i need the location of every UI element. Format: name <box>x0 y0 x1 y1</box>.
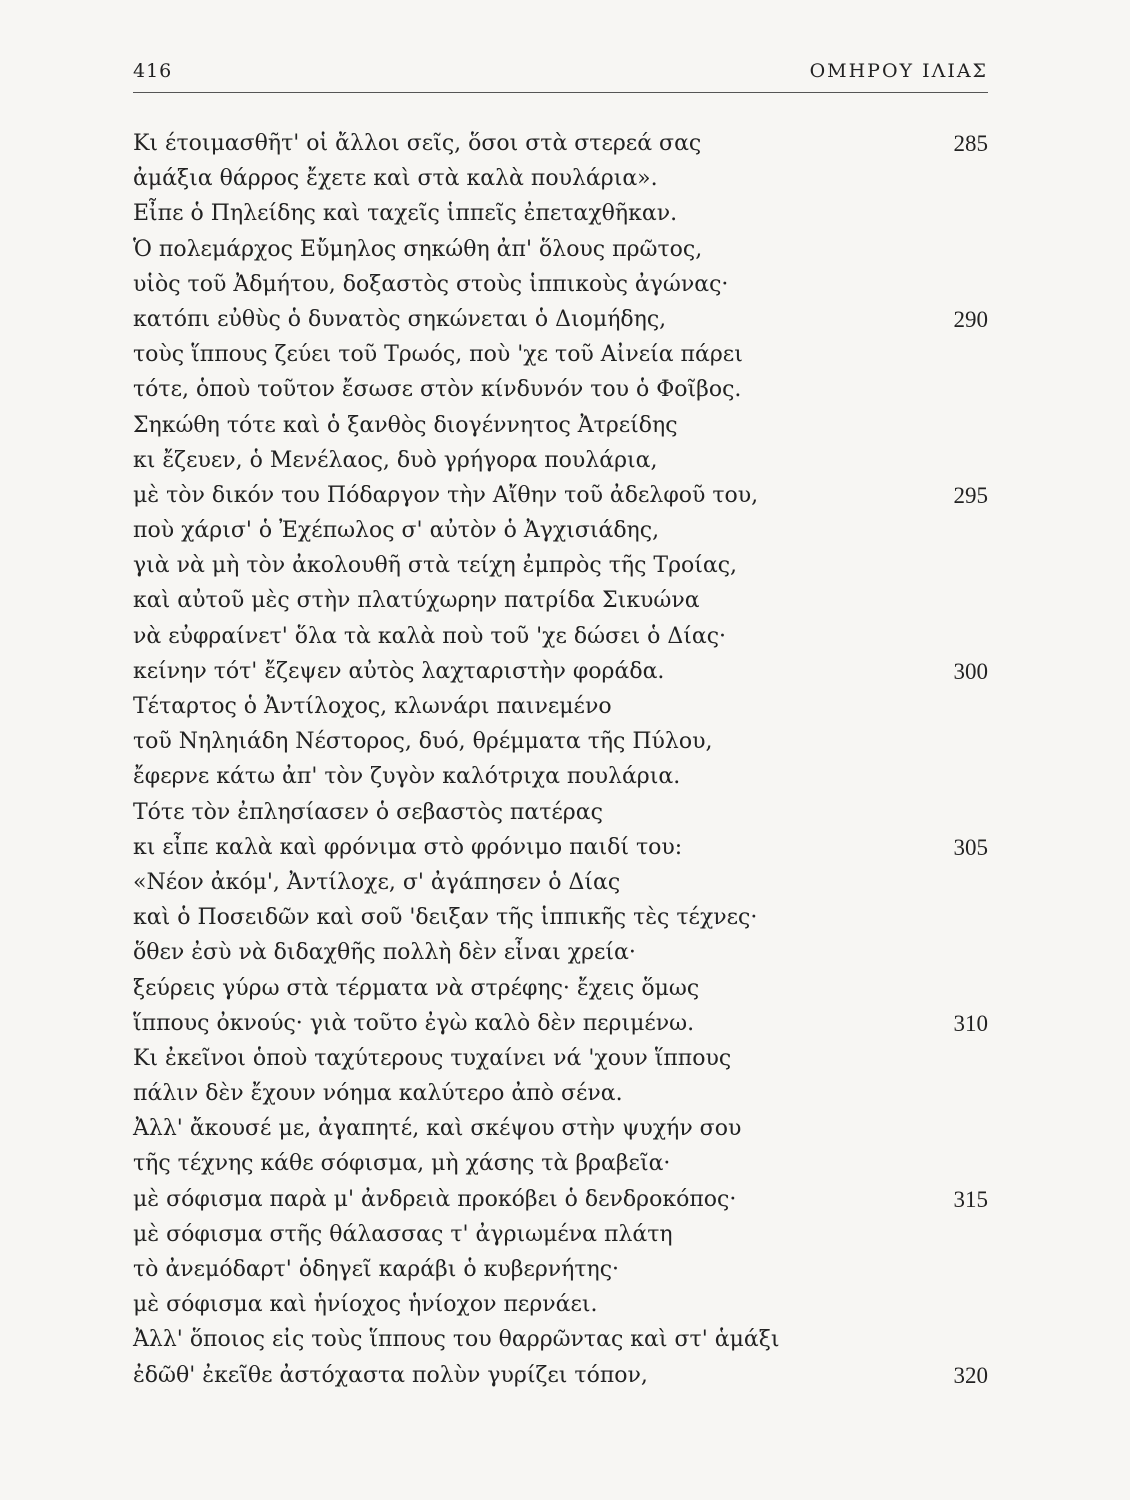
verse-text: Εἶπε ὁ Πηλείδης καὶ ταχεῖς ἱππεῖς ἐπεταχθῆκαν. <box>133 201 678 227</box>
verse-line <box>133 1322 988 1357</box>
verse-text: τῆς τέχνης κάθε σόφισμα, μὴ χάσης τὰ βραβεῖα· <box>133 1151 671 1177</box>
verse-line <box>133 689 988 724</box>
page-number: 416 <box>133 60 173 82</box>
verse-text: κατόπι εὐθὺς ὁ δυνατὸς σηκώνεται ὁ Διομήδης, <box>133 306 667 332</box>
verse-line <box>133 126 988 161</box>
verse-line <box>133 759 988 794</box>
verse-line <box>133 443 988 478</box>
verse-line <box>133 1111 988 1146</box>
verse-text: Κι ἐκεῖνοι ὁποὺ ταχύτερους τυχαίνει νά 'χουν ἵππους <box>133 1045 732 1071</box>
verse-text: ἀμάξια θάρρος ἔχετε καὶ στὰ καλὰ πουλάρια». <box>133 166 658 192</box>
verse-line <box>133 1287 988 1322</box>
line-number: 305 <box>953 834 988 860</box>
line-number: 310 <box>953 1010 988 1036</box>
verse-block <box>133 126 988 1393</box>
verse-text: ἐδῶθ' ἐκεῖθε ἀστόχαστα πολὺν γυρίζει τόπον, <box>133 1362 648 1388</box>
verse-line <box>133 372 988 407</box>
verse-text: Τέταρτος ὁ Ἀντίλοχος, κλωνάρι παινεμένο <box>133 694 612 719</box>
verse-line <box>133 795 988 830</box>
verse-text: γιὰ νὰ μὴ τὸν ἀκολουθῆ στὰ τείχη ἐμπρὸς τῆς Τροίας, <box>133 553 738 579</box>
verse-line <box>133 196 988 231</box>
verse-line <box>133 1358 988 1393</box>
verse-line <box>133 548 988 583</box>
verse-line <box>133 724 988 759</box>
verse-text: καὶ ὁ Ποσειδῶν καὶ σοῦ 'δειξαν τῆς ἱππικῆς τὲς τέχνες· <box>133 905 758 931</box>
verse-text: μὲ σόφισμα καὶ ἡνίοχος ἡνίοχον περνάει. <box>133 1292 598 1318</box>
verse-line <box>133 1182 988 1217</box>
line-number: 320 <box>953 1362 988 1388</box>
verse-text: κι ἔζευεν, ὁ Μενέλαος, δυὸ γρήγορα πουλάρια, <box>133 447 658 473</box>
verse-line <box>133 513 988 548</box>
verse-text: ξεύρεις γύρω στὰ τέρματα νὰ στρέφης· ἔχεις ὅμως <box>133 975 700 1001</box>
verse-text: Κι έτοιμασθῆτ' οἱ ἄλλοι σεῖς, ὅσοι στὰ στερεά σας <box>133 131 702 156</box>
verse-line <box>133 830 988 865</box>
verse-text: ποὺ χάρισ' ὁ Ἐχέπωλος σ' αὐτὸν ὁ Ἀγχισιάδης, <box>133 518 660 544</box>
verse-text: νὰ εὐφραίνετ' ὅλα τὰ καλὰ ποὺ τοῦ 'χε δώσει ὁ Δίας· <box>133 623 727 649</box>
verse-text: Τότε τὸν ἐπλησίασεν ὁ σεβαστὸς πατέρας <box>133 799 603 825</box>
verse-text: τοὺς ἵππους ζεύει τοῦ Τρωός, ποὺ 'χε τοῦ Αἰνεία πάρει <box>133 342 743 368</box>
verse-text: ἔφερνε κάτω ἀπ' τὸν ζυγὸν καλότριχα πουλάρια. <box>133 764 681 790</box>
verse-line <box>133 619 988 654</box>
verse-line <box>133 1041 988 1076</box>
verse-line <box>133 302 988 337</box>
verse-text: μὲ σόφισμα στῆς θάλασσας τ' ἀγριωμένα πλάτη <box>133 1221 673 1247</box>
verse-line <box>133 900 988 935</box>
verse-text: Σηκώθη τότε καὶ ὁ ξανθὸς διογέννητος Ἀτρείδης <box>133 412 678 438</box>
verse-text: μὲ σόφισμα παρὰ μ' ἀνδρειὰ προκόβει ὁ δενδροκόπος· <box>133 1186 737 1212</box>
verse-text: Ὁ πολεμάρχος Εὔμηλος σηκώθη ἀπ' ὅλους πρῶτος, <box>133 236 703 262</box>
verse-text: κείνην τότ' ἔζεψεν αὐτὸς λαχταριστὴν φοράδα. <box>133 658 665 684</box>
verse-text: καὶ αὐτοῦ μὲς στὴν πλατύχωρην πατρίδα Σικυώνα <box>133 588 700 614</box>
verse-text: τὸ ἀνεμόδαρτ' ὁδηγεῖ καράβι ὁ κυβερνήτης· <box>133 1257 620 1282</box>
verse-line <box>133 232 988 267</box>
verse-line <box>133 971 988 1006</box>
verse-line <box>133 408 988 443</box>
line-number: 315 <box>953 1186 988 1212</box>
verse-line <box>133 865 988 900</box>
verse-line <box>133 267 988 302</box>
verse-line <box>133 654 988 689</box>
running-title: ΟΜΗΡΟΥ ΙΛΙΑΣ <box>809 60 988 82</box>
line-number: 300 <box>953 658 988 684</box>
verse-text: Ἀλλ' ὅποιος εἰς τοὺς ἵππους του θαρρῶντας καὶ στ' ἁμάξι <box>133 1327 780 1353</box>
verse-line <box>133 1217 988 1252</box>
verse-line <box>133 1006 988 1041</box>
verse-text: υἱὸς τοῦ Ἀδμήτου, δοξαστὸς στοὺς ἱππικοὺς ἀγώνας· <box>133 271 729 297</box>
verse-line <box>133 583 988 618</box>
line-number: 290 <box>953 306 988 332</box>
verse-line <box>133 1146 988 1181</box>
page-header <box>133 52 988 93</box>
verse-text: μὲ τὸν δικόν του Πόδαργον τὴν Αἴθην τοῦ ἀδελφοῦ του, <box>133 482 759 508</box>
verse-line <box>133 1252 988 1287</box>
line-number: 295 <box>953 482 988 508</box>
verse-line <box>133 935 988 970</box>
verse-line <box>133 337 988 372</box>
verse-text: κι εἶπε καλὰ καὶ φρόνιμα στὸ φρόνιμο παιδί του: <box>133 834 683 860</box>
verse-text: τοῦ Νηληιάδη Νέστορος, δυό, θρέμματα τῆς Πύλου, <box>133 729 713 755</box>
verse-text: «Νέον ἀκόμ', Ἀντίλοχε, σ' ἀγάπησεν ὁ Δίας <box>133 869 621 895</box>
verse-text: ὅθεν ἐσὺ νὰ διδαχθῆς πολλὴ δὲν εἶναι χρεία· <box>133 940 636 966</box>
line-number: 285 <box>953 131 988 156</box>
verse-text: Ἀλλ' ἄκουσέ με, ἀγαπητέ, καὶ σκέψου στὴν ψυχήν σου <box>133 1116 742 1142</box>
verse-line <box>133 1076 988 1111</box>
verse-text: πάλιν δὲν ἔχουν νόημα καλύτερο ἀπὸ σένα. <box>133 1081 623 1107</box>
verse-line <box>133 161 988 196</box>
verse-text: ἵππους ὀκνούς· γιὰ τοῦτο ἐγὼ καλὸ δὲν περιμένω. <box>133 1010 695 1036</box>
verse-line <box>133 478 988 513</box>
verse-text: τότε, ὁποὺ τοῦτον ἔσωσε στὸν κίνδυνόν του ὁ Φοῖβος. <box>133 377 742 403</box>
